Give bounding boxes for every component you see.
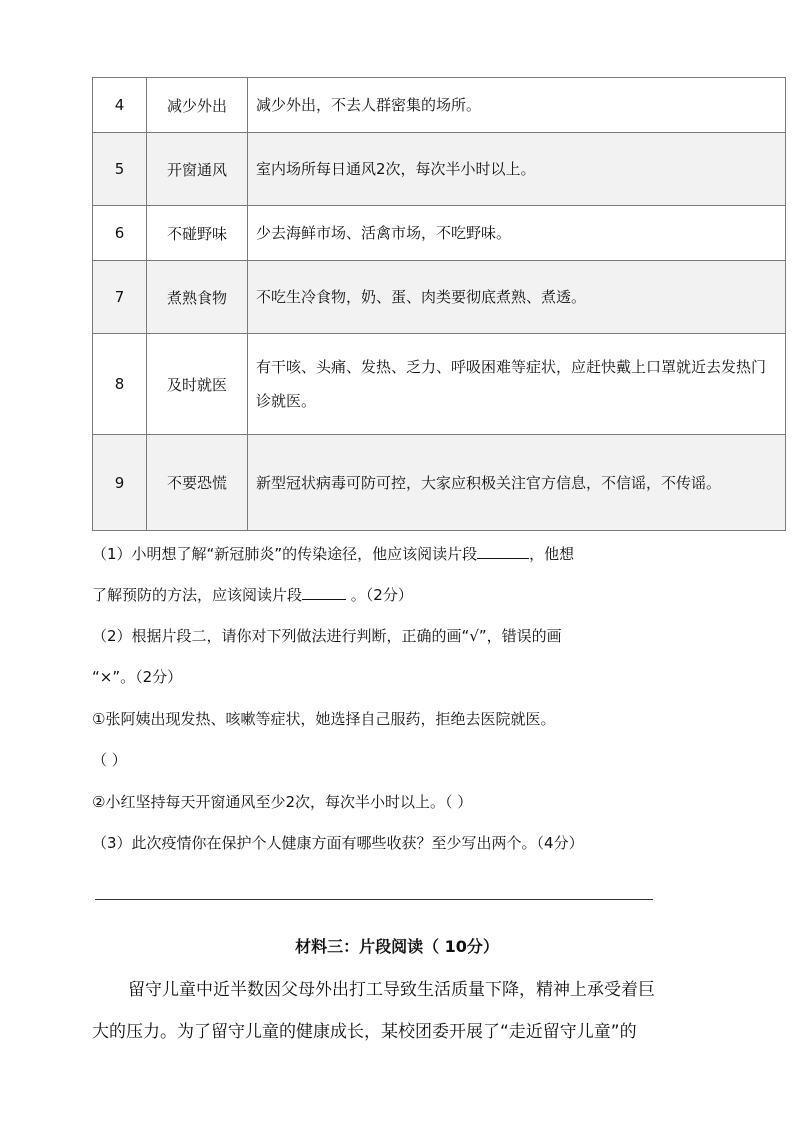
measure-name: 减少外出 bbox=[147, 78, 248, 133]
measure-name: 不要恐慌 bbox=[147, 435, 248, 531]
question-text: ，他想 bbox=[529, 545, 575, 563]
measure-description: 室内场所每日通风2次，每次半小时以上。 bbox=[248, 133, 786, 206]
question-text: 了解预防的方法，应该阅读片段 bbox=[92, 586, 303, 604]
row-number: 5 bbox=[93, 133, 147, 206]
question-text: 。（2分） bbox=[346, 586, 413, 604]
measure-description: 不吃生冷食物，奶、蛋、肉类要彻底煮熟、煮透。 bbox=[248, 261, 786, 334]
answer-blank[interactable] bbox=[477, 543, 529, 559]
row-number: 6 bbox=[93, 206, 147, 261]
table-row bbox=[93, 435, 786, 531]
answer-line[interactable] bbox=[95, 899, 653, 900]
question-1-line-2 bbox=[92, 584, 413, 605]
row-number: 7 bbox=[93, 261, 147, 334]
paragraph-line-2: 大的压力。为了留守儿童的健康成长，某校团委开展了“走近留守儿童”的 bbox=[92, 1022, 637, 1042]
table-row bbox=[93, 78, 786, 133]
row-number: 4 bbox=[93, 78, 147, 133]
question-2-line-1: （2）根据片段二，请你对下列做法进行判断，正确的画“√”，错误的画 bbox=[92, 627, 562, 645]
measure-name: 煮熟食物 bbox=[147, 261, 248, 334]
question-3: （3）此次疫情你在保护个人健康方面有哪些收获？至少写出两个。（4分） bbox=[92, 834, 584, 852]
row-number: 9 bbox=[93, 435, 147, 531]
measure-name: 不碰野味 bbox=[147, 206, 248, 261]
row-number: 8 bbox=[93, 334, 147, 435]
table-row bbox=[93, 334, 786, 435]
prevention-table bbox=[92, 77, 786, 531]
measure-name: 开窗通风 bbox=[147, 133, 248, 206]
question-2-item-1: ①张阿姨出现发热、咳嗽等症状，她选择自己服药，拒绝去医院就医。 bbox=[92, 710, 556, 728]
measure-description: 少去海鲜市场、活禽市场，不吃野味。 bbox=[248, 206, 786, 261]
question-2-item-2: ②小红坚持每天开窗通风至少2次，每次半小时以上。（ ） bbox=[92, 793, 473, 811]
measure-description: 减少外出，不去人群密集的场所。 bbox=[248, 78, 786, 133]
measure-name: 及时就医 bbox=[147, 334, 248, 435]
table-row bbox=[93, 206, 786, 261]
question-2-line-2: “×”。（2分） bbox=[92, 668, 183, 686]
answer-blank[interactable] bbox=[302, 584, 346, 600]
measure-description: 新型冠状病毒可防可控，大家应积极关注官方信息，不信谣，不传谣。 bbox=[248, 435, 786, 531]
table-row bbox=[93, 261, 786, 334]
measure-description: 有干咳、头痛、发热、乏力、呼吸困难等症状，应赶快戴上口罩就近去发热门诊就医。 bbox=[248, 334, 786, 435]
table-row bbox=[93, 133, 786, 206]
question-1-line-1 bbox=[92, 543, 574, 564]
question-2-item-1-paren[interactable]: （ ） bbox=[92, 751, 127, 769]
section-title: 材料三：片段阅读（ 10分） bbox=[295, 937, 499, 956]
paragraph-line-1: 留守儿童中近半数因父母外出打工导致生活质量下降，精神上承受着巨 bbox=[128, 980, 655, 1000]
question-text: （1）小明想了解“新冠肺炎”的传染途径，他应该阅读片段 bbox=[92, 545, 478, 563]
